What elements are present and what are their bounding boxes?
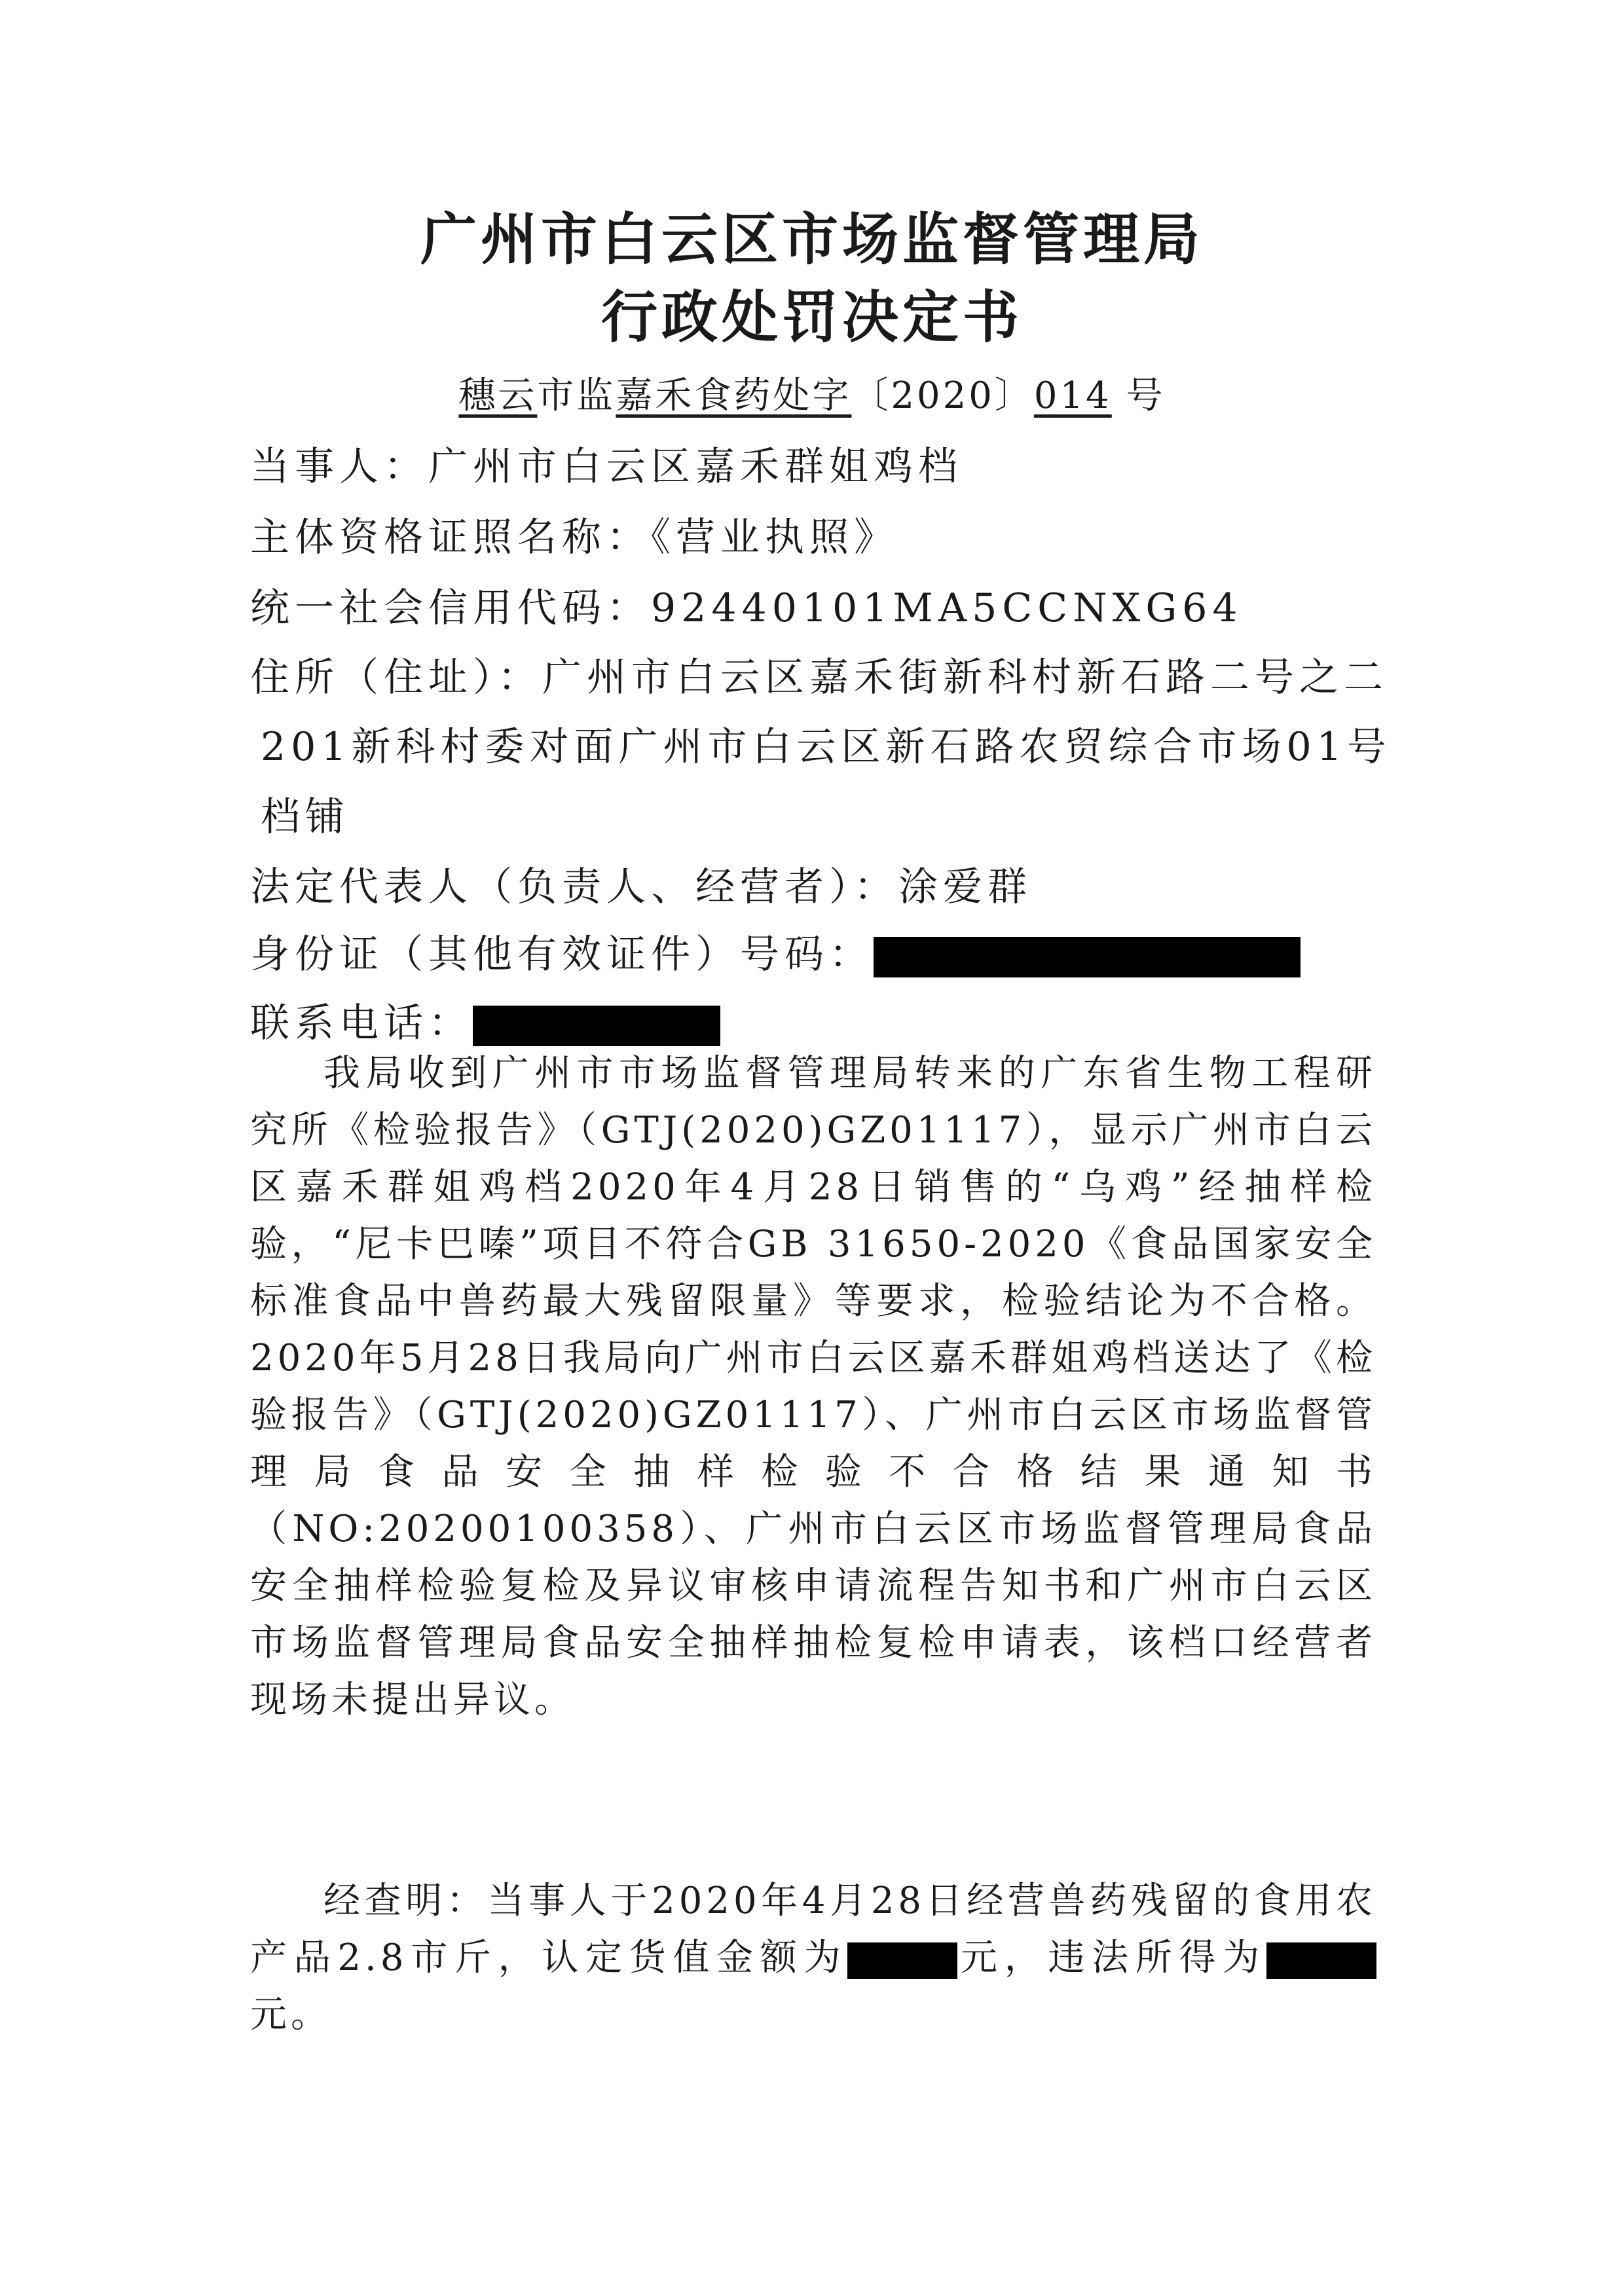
finding-text-a: 经查明：当事人于2020年4月28日经营兽药残留的食用农产品2.8市斤，认定货值金额为 [250,1880,1376,1979]
redaction-block [1266,1942,1376,1979]
document-number [0,367,1624,419]
page-title: 广州市白云区市场监督管理局 [420,207,1204,272]
finding-text-b: 元，违法所得为 [957,1937,1267,1979]
party-line: 当事人：广州市白云区嘉禾群姐鸡档 [250,444,963,490]
phone-line [250,992,720,1048]
redaction-block [874,937,1301,977]
address-line-3: 档铺 [261,794,350,840]
address-line-1: 住所（住址）：广州市白云区嘉禾街新科村新石路二号之二 [250,655,1388,701]
page-subtitle: 行政处罚决定书 [601,285,1023,350]
doc-number-prefix: 穗云 [458,374,538,417]
doc-number-suffix: 号 [1111,374,1166,417]
body-paragraph-1: 我局收到广州市市场监督管理局转来的广东省生物工程研究所《检验报告》（GTJ(2020)GZ01117），显示广州市白云区嘉禾群姐鸡档2020年4月28日销售的“乌鸡”经抽样检验，“尼卡巴嗪”项目不符合GB 31650-2020《食品国家安全标准食品中兽药最大残留限量》等要求，检验结论为不合格。2020年5月28日我局向广州市白云区嘉禾群姐鸡档送达了《检验报告》（GTJ(2020)GZ01117）、广州市白云区市场监督管理局食品安全抽样检验不合格结果通知书（NO:20200100358）、广州市白云区市场监督管理局食品安全抽样检验复检及异议审核申请流程告知书和广州市白云区市场监督管理局食品安全抽样抽检复检申请表，该档口经营者现场未提出异议。 [250,1052,1376,1721]
doc-number-num: 014 [1033,374,1112,417]
doc-number-part2: 嘉禾食药处字 [616,374,852,417]
finding-text-c: 元。 [250,1994,331,2036]
redaction-block [847,1942,957,1979]
phone-label: 联系电话： [250,1000,473,1046]
id-number-line [250,923,1301,979]
body-paragraph-2 [250,1872,1376,2043]
credit-code-line: 统一社会信用代码：92440101MA5CCNXG64 [250,585,1243,631]
legal-representative-line: 法定代表人（负责人、经营者）：涂爱群 [250,864,1032,910]
license-line: 主体资格证照名称：《营业执照》 [250,515,898,560]
redaction-block [473,1006,720,1046]
id-number-label: 身份证（其他有效证件）号码： [250,932,874,977]
address-line-2: 201新科村委对面广州市白云区新石路农贸综合市场01号 [261,724,1392,770]
doc-number-year: 〔2020〕 [851,374,1034,417]
doc-number-part1: 市监 [537,374,616,417]
